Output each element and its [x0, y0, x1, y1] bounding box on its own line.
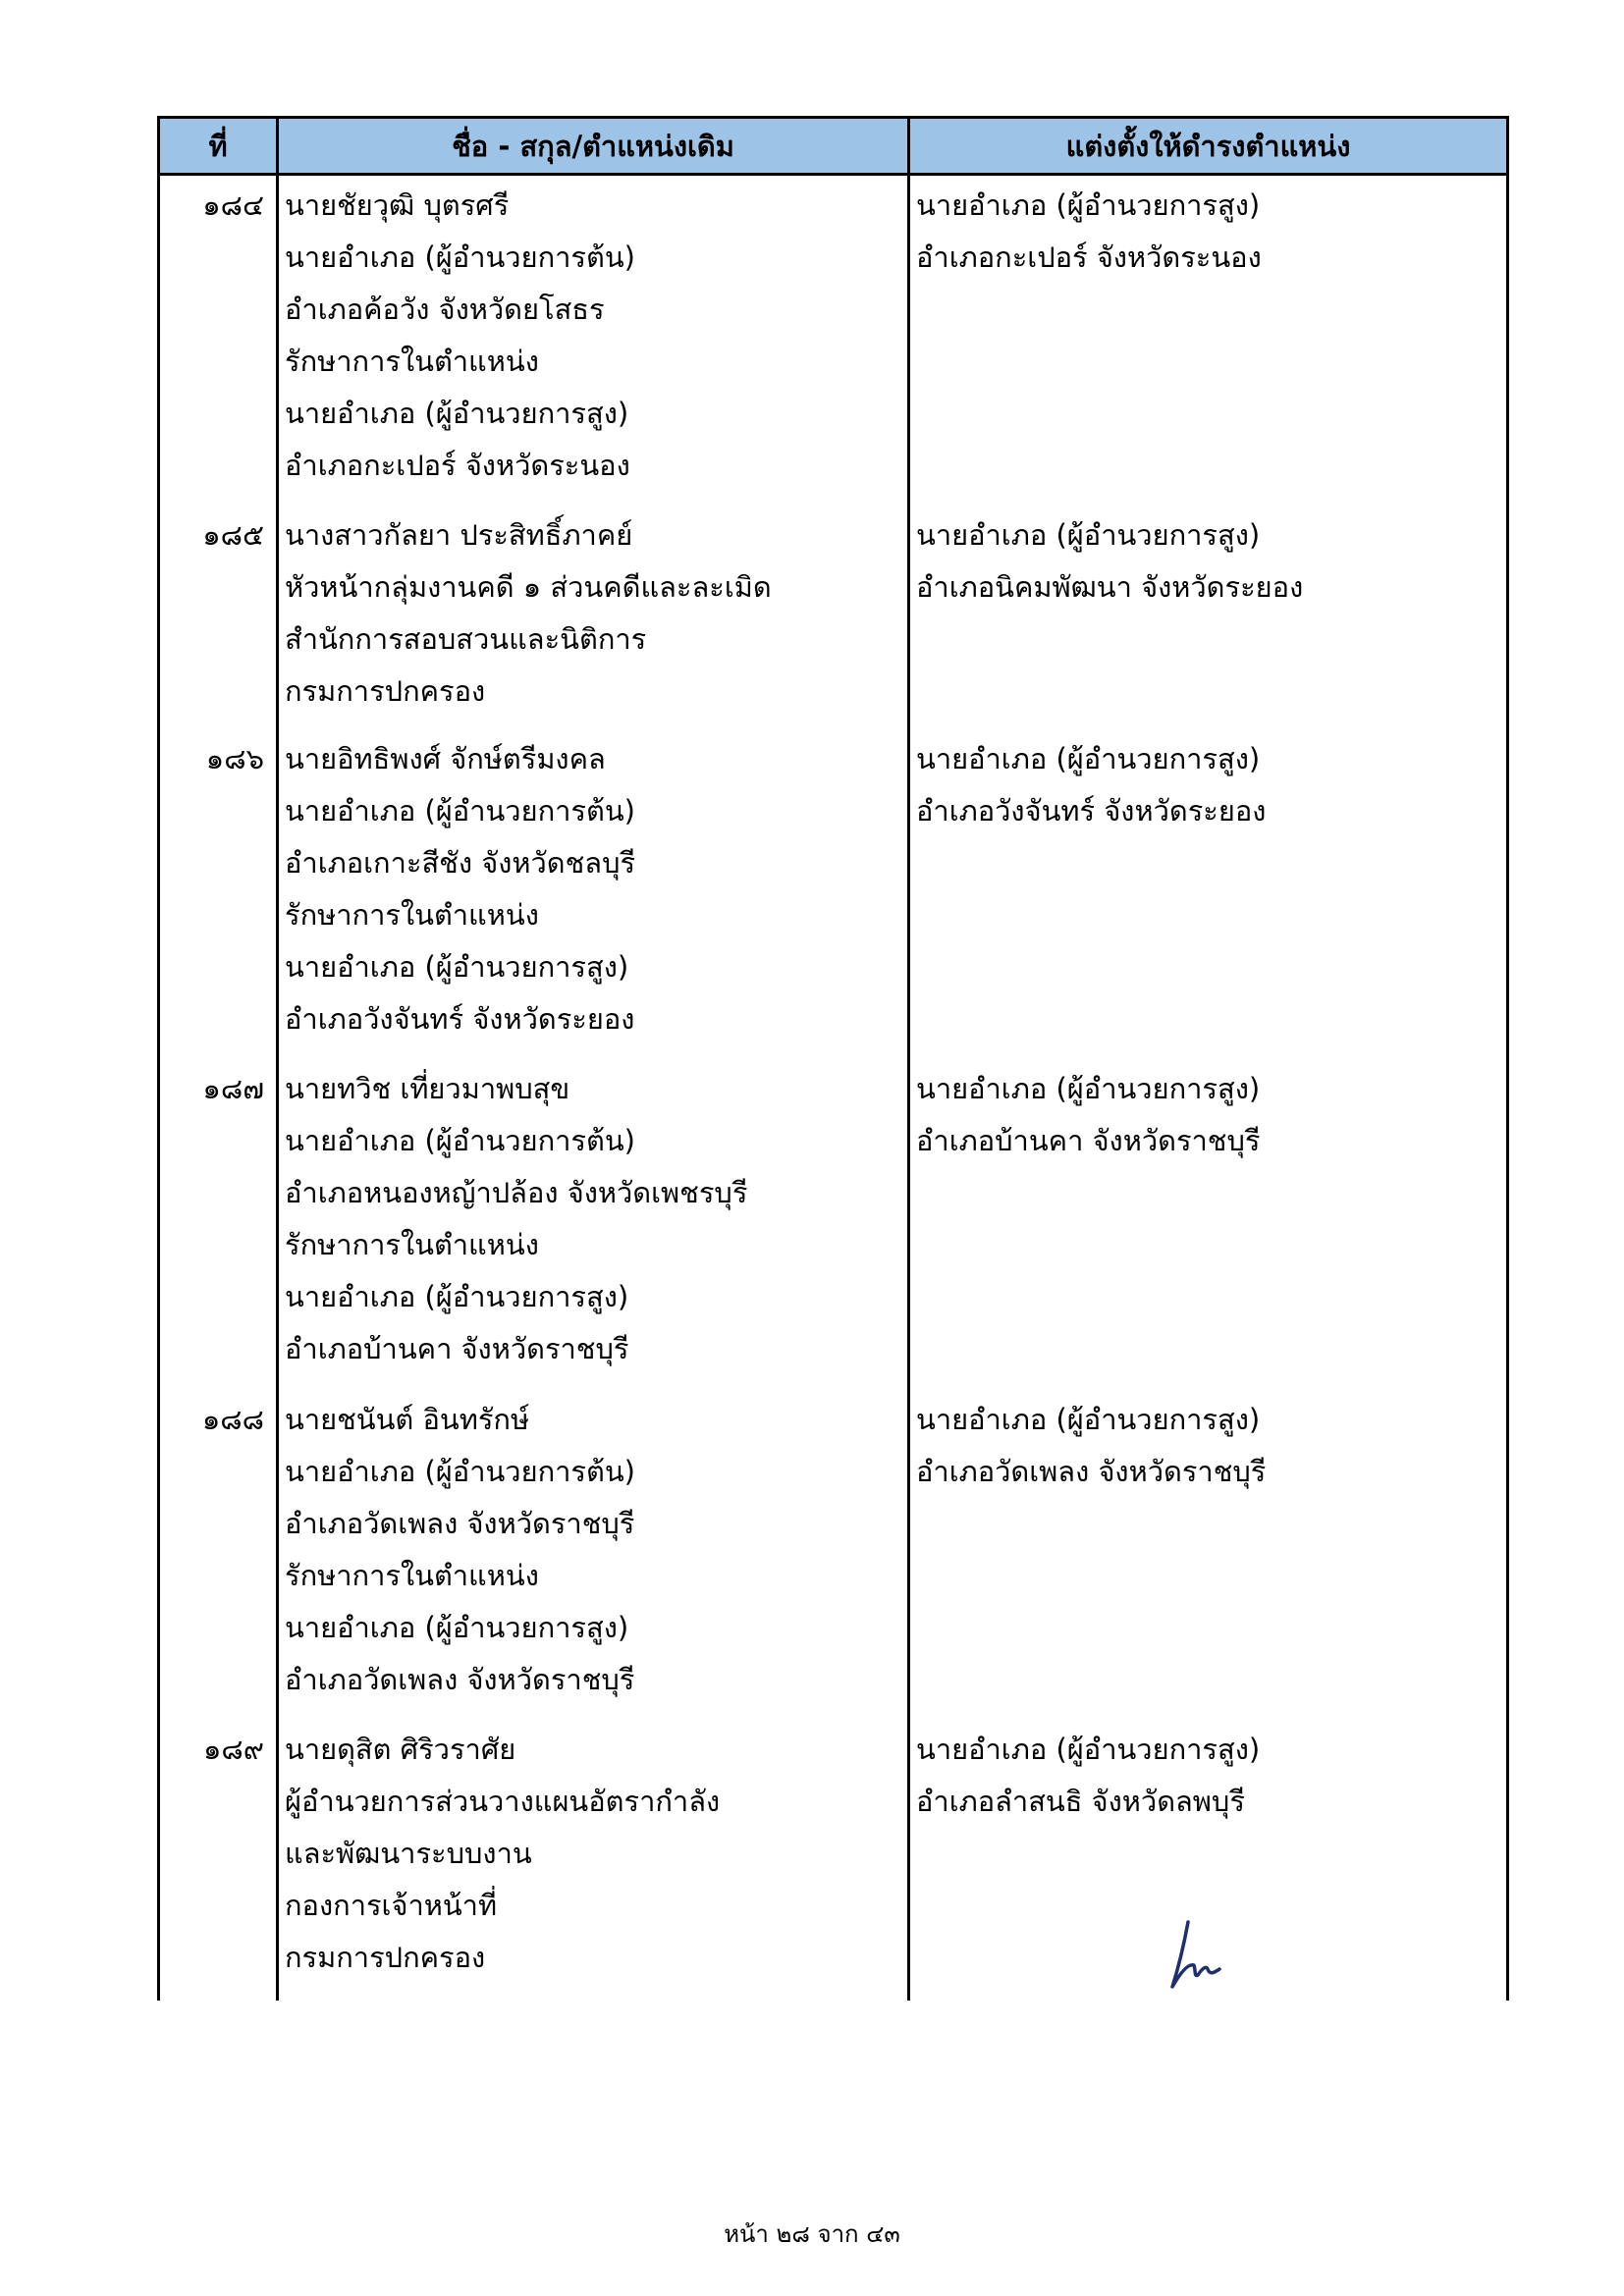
previous-position-line: อำเภอวังจันทร์ จังหวัดระยอง: [285, 1002, 635, 1037]
previous-position-line: รักษาการในตำแหน่ง: [285, 1558, 539, 1592]
table-row: [159, 1724, 1508, 2001]
new-position-cell: [909, 733, 1508, 1063]
new-position-line: อำเภอวัดเพลง จังหวัดราชบุรี: [916, 1454, 1267, 1488]
previous-position-line: นายอำเภอ (ผู้อำนวยการสูง): [285, 950, 629, 985]
previous-position-cell: [278, 1063, 909, 1393]
new-position-cell: [909, 509, 1508, 733]
previous-position-cell: [278, 1394, 909, 1724]
previous-position-line: อำเภอเกาะสีชัง จังหวัดชลบุรี: [285, 846, 636, 881]
previous-position-cell: [278, 1724, 909, 2001]
new-position-line: อำเภอลำสนธิ จังหวัดลพบุรี: [916, 1784, 1245, 1818]
previous-position-line: และพัฒนาระบบงาน: [285, 1836, 532, 1870]
page-number: หน้า ๒๘ จาก ๔๓: [724, 2220, 900, 2248]
previous-position-line: สำนักการสอบสวนและนิติการ: [285, 622, 647, 657]
previous-position-line: รักษาการในตำแหน่ง: [285, 898, 539, 933]
previous-position-line: กองการเจ้าหน้าที่: [285, 1888, 498, 1922]
person-name: นายดุสิต ศิริวราศัย: [285, 1732, 516, 1766]
table-row: [159, 1063, 1508, 1393]
header-no: ที่: [159, 118, 278, 175]
previous-position-cell: [278, 509, 909, 733]
previous-position-line: กรมการปกครอง: [285, 1940, 486, 1974]
previous-position-line: กรมการปกครอง: [285, 674, 486, 709]
new-position-line: อำเภอนิคมพัฒนา จังหวัดระยอง: [916, 570, 1304, 605]
person-name: นายชนันต์ อินทรักษ์: [285, 1402, 530, 1436]
previous-position-line: นายอำเภอ (ผู้อำนวยการต้น): [285, 1124, 635, 1158]
person-name: นายอิทธิพงศ์ จักษ์ตรีมงคล: [285, 742, 606, 776]
previous-position-line: อำเภอหนองหญ้าปล้อง จังหวัดเพชรบุรี: [285, 1176, 748, 1210]
previous-position-line: หัวหน้ากลุ่มงานคดี ๑ ส่วนคดีและละเมิด: [285, 570, 772, 605]
table-row: [159, 175, 1508, 510]
table-body: [159, 175, 1508, 2002]
previous-position-line: นายอำเภอ (ผู้อำนวยการสูง): [285, 1280, 629, 1314]
header-name: ชื่อ - สกุล/ตำแหน่งเดิม: [278, 118, 909, 175]
new-position-line: นายอำเภอ (ผู้อำนวยการสูง): [916, 1732, 1261, 1766]
header-new-position: แต่งตั้งให้ดำรงตำแหน่ง: [909, 118, 1508, 175]
previous-position-line: นายอำเภอ (ผู้อำนวยการต้น): [285, 240, 635, 274]
previous-position-cell: [278, 175, 909, 510]
previous-position-line: อำเภอกะเปอร์ จังหวัดระนอง: [285, 449, 630, 482]
previous-position-cell: [278, 733, 909, 1063]
new-position-cell: [909, 1063, 1508, 1393]
row-number: ๑๘๘: [159, 1394, 278, 1724]
previous-position-line: รักษาการในตำแหน่ง: [285, 1228, 539, 1262]
previous-position-line: นายอำเภอ (ผู้อำนวยการสูง): [285, 397, 629, 430]
previous-position-line: นายอำเภอ (ผู้อำนวยการต้น): [285, 794, 635, 828]
new-position-cell: [909, 175, 1508, 510]
new-position-line: นายอำเภอ (ผู้อำนวยการสูง): [916, 1402, 1261, 1436]
new-position-line: อำเภอกะเปอร์ จังหวัดระนอง: [916, 240, 1262, 274]
appointment-table: [157, 116, 1509, 2001]
row-number: ๑๘๔: [159, 175, 278, 510]
table-row: [159, 509, 1508, 733]
table-row: [159, 1394, 1508, 1724]
new-position-line: นายอำเภอ (ผู้อำนวยการสูง): [916, 518, 1261, 553]
new-position-line: นายอำเภอ (ผู้อำนวยการสูง): [916, 1072, 1261, 1106]
previous-position-line: อำเภอวัดเพลง จังหวัดราชบุรี: [285, 1506, 635, 1540]
row-number: ๑๘๙: [159, 1724, 278, 2001]
person-name: นายทวิช เที่ยวมาพบสุข: [285, 1072, 570, 1106]
table-header-row: [159, 118, 1508, 175]
signature-image: [1168, 1914, 1227, 1993]
table-row: [159, 733, 1508, 1063]
new-position-line: นายอำเภอ (ผู้อำนวยการสูง): [916, 188, 1261, 222]
previous-position-line: นายอำเภอ (ผู้อำนวยการสูง): [285, 1610, 629, 1644]
previous-position-line: นายอำเภอ (ผู้อำนวยการต้น): [285, 1454, 635, 1488]
new-position-line: นายอำเภอ (ผู้อำนวยการสูง): [916, 742, 1261, 776]
previous-position-line: อำเภอวัดเพลง จังหวัดราชบุรี: [285, 1662, 635, 1696]
row-number: ๑๘๗: [159, 1063, 278, 1393]
previous-position-line: อำเภอบ้านคา จังหวัดราชบุรี: [285, 1332, 629, 1366]
row-number: ๑๘๖: [159, 733, 278, 1063]
previous-position-line: อำเภอค้อวัง จังหวัดยโสธร: [285, 293, 605, 326]
new-position-cell: [909, 1394, 1508, 1724]
previous-position-line: รักษาการในตำแหน่ง: [285, 345, 539, 378]
previous-position-line: ผู้อำนวยการส่วนวางแผนอัตรากำลัง: [285, 1784, 721, 1818]
row-number: ๑๘๕: [159, 509, 278, 733]
new-position-line: อำเภอวังจันทร์ จังหวัดระยอง: [916, 794, 1267, 828]
person-name: นายชัยวุฒิ บุตรศรี: [285, 188, 510, 222]
new-position-line: อำเภอบ้านคา จังหวัดราชบุรี: [916, 1124, 1261, 1158]
person-name: นางสาวกัลยา ประสิทธิ์ภาคย์: [285, 518, 633, 553]
